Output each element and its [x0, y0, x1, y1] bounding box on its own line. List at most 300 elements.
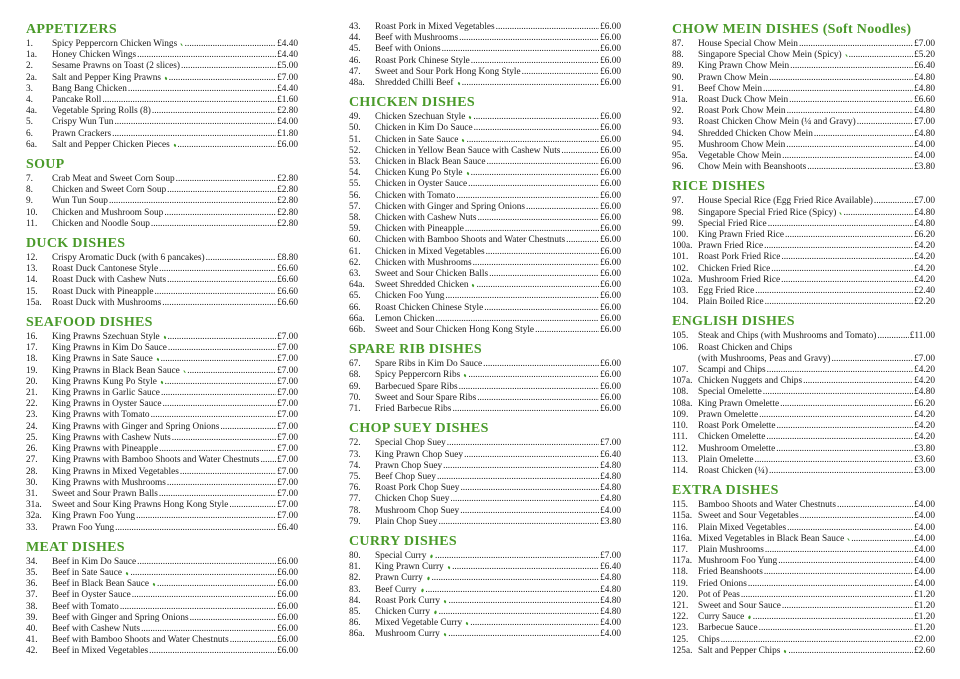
item-name: House Special Rice (Egg Fried Rice Available): [698, 196, 873, 207]
dot-leader: [780, 399, 913, 410]
item-number: 55.: [349, 179, 361, 190]
chili-icon: [156, 358, 159, 362]
item-name: King Prawn Curry: [375, 562, 444, 573]
dot-leader: [164, 208, 276, 219]
item-number: 113.: [672, 454, 688, 465]
item-name: Chicken Curry: [375, 606, 430, 617]
item-number: 19.: [26, 365, 38, 376]
menu-item: [672, 286, 935, 297]
dot-leader: [149, 646, 276, 657]
item-price: £4.00: [600, 618, 621, 629]
menu-item: [349, 269, 621, 280]
menu-item: [672, 50, 935, 61]
item-price: £1.20: [914, 600, 935, 611]
menu-column-3: [672, 22, 935, 657]
item-name: King Prawns in Black Bean Sauce: [52, 365, 180, 376]
menu-item: [349, 123, 621, 134]
dot-leader: [112, 129, 276, 140]
section-heading: CHOW MEIN DISHES (Soft Noodles): [672, 22, 912, 37]
item-name: Beef with Bamboo Shoots and Water Chestnuts: [52, 635, 229, 646]
section-heading: SPARE RIB DISHES: [349, 342, 482, 358]
item-name: Mixed Vegetables in Black Bean Sauce: [698, 533, 845, 544]
item-name: Mushroom Foo Yung: [698, 556, 778, 567]
menu-item: [349, 393, 621, 404]
item-name: Plain Mushrooms: [698, 544, 764, 555]
dot-leader: [102, 95, 276, 106]
item-price: £7.00: [600, 550, 621, 561]
menu-item: [26, 523, 298, 534]
item-number: 54.: [349, 168, 361, 179]
chili-icon: [472, 284, 475, 288]
dot-leader: [759, 410, 913, 421]
menu-item: [349, 325, 621, 336]
item-number: 24.: [26, 421, 38, 432]
item-name: Roast Chicken Chinese Style: [375, 302, 484, 313]
dot-leader: [260, 455, 276, 466]
item-number: 87.: [672, 39, 684, 49]
item-name: Vegetable Chow Mein: [698, 151, 782, 162]
item-name: Beef Chop Suey: [375, 471, 436, 482]
item-name: Roast Duck Chow Mein: [698, 95, 789, 106]
chili-icon: [465, 622, 468, 626]
item-name: Chicken in Kim Do Sauce: [375, 123, 473, 134]
item-name: King Prawns with Pineapple: [52, 444, 159, 455]
item-name: Fried Onions: [698, 578, 747, 589]
item-price: £6.00: [600, 291, 621, 302]
item-number: 66.: [349, 302, 361, 313]
item-price: £4.80: [914, 218, 935, 229]
item-name: Shredded Chilli Beef: [375, 78, 454, 89]
item-price: £4.00: [914, 578, 935, 589]
item-name: King Prawn Chow Mein: [698, 61, 790, 72]
item-price: £4.80: [914, 106, 935, 117]
item-price: £4.00: [600, 505, 621, 516]
dot-leader: [443, 461, 599, 472]
dot-leader: [473, 258, 599, 269]
item-price: £6.00: [277, 646, 298, 657]
item-number: 51.: [349, 134, 361, 145]
menu-item: [672, 252, 935, 263]
item-number: 67.: [349, 359, 361, 370]
dot-leader: [460, 506, 599, 517]
item-number: 14.: [26, 275, 38, 286]
item-name: Beef with Tomato: [52, 601, 119, 612]
menu-item: [672, 162, 935, 173]
item-price: £2.00: [914, 634, 935, 645]
item-name: Spicy Peppercorn Chicken Wings: [52, 39, 178, 49]
item-name: Roast Pork Curry: [375, 595, 441, 606]
menu-item: [672, 241, 935, 252]
dot-leader: [172, 433, 276, 444]
item-number: 1a.: [26, 50, 38, 61]
chili-icon: [180, 43, 183, 46]
dot-leader: [447, 438, 599, 449]
dot-leader: [132, 590, 276, 601]
item-name: Special Omelette: [698, 387, 762, 398]
dot-leader: [137, 50, 276, 61]
item-number: 40.: [26, 623, 38, 634]
chili-icon: [447, 566, 451, 570]
item-number: 65.: [349, 291, 361, 302]
item-name: Chicken Foo Yung: [375, 291, 445, 302]
item-number: 8.: [26, 185, 33, 196]
menu-item: [26, 73, 298, 84]
item-number: 30.: [26, 477, 38, 488]
item-number: 21.: [26, 388, 38, 399]
dot-leader: [128, 84, 276, 95]
item-number: 3.: [26, 83, 33, 94]
item-number: 27.: [26, 455, 38, 466]
dot-leader: [789, 95, 913, 106]
item-number: 116a.: [672, 533, 693, 544]
dot-leader: [162, 298, 276, 309]
item-name: King Prawn Chop Suey: [375, 449, 464, 460]
item-price: £3.80: [914, 162, 935, 173]
item-number: 53.: [349, 157, 361, 168]
menu-item: [349, 67, 621, 78]
menu-item: [672, 567, 935, 578]
menu-item: [349, 191, 621, 202]
item-price: £4.20: [914, 252, 935, 263]
menu-item: [672, 579, 935, 590]
item-name: Chicken in Mixed Vegetables: [375, 246, 485, 257]
menu-item: [672, 466, 935, 477]
item-number: 47.: [349, 66, 361, 77]
menu-item: [672, 601, 935, 612]
dot-leader: [487, 157, 600, 168]
dot-leader: [721, 635, 913, 646]
menu-item: [26, 354, 298, 365]
item-price: £6.60: [277, 286, 298, 297]
item-number: 120.: [672, 589, 689, 600]
menu-item: [26, 579, 298, 590]
item-name: Curry Sauce: [698, 612, 745, 623]
item-number: 86a.: [349, 629, 365, 640]
item-number: 100.: [672, 230, 689, 241]
item-number: 82.: [349, 573, 361, 584]
item-price: £7.00: [277, 466, 298, 477]
section-heading: SEAFOOD DISHES: [26, 315, 153, 331]
item-name: Roast Chicken and Chips: [698, 342, 793, 353]
item-number: 72.: [349, 438, 361, 449]
item-price: £7.00: [277, 410, 298, 421]
dot-leader: [449, 596, 600, 607]
dot-leader: [468, 179, 599, 190]
menu-item: [672, 343, 935, 354]
chili-icon: [462, 138, 465, 142]
item-price: £6.00: [277, 623, 298, 634]
dot-leader: [230, 635, 276, 646]
item-price: £4.20: [914, 376, 935, 387]
item-number: 59.: [349, 224, 361, 235]
item-number: 16.: [26, 332, 38, 343]
item-price: £6.00: [600, 134, 621, 145]
item-number: 62.: [349, 257, 361, 268]
item-price: £6.00: [600, 392, 621, 403]
chili-icon: [457, 82, 461, 86]
item-name: Beef in Sate Sauce: [52, 567, 122, 578]
item-price: £4.20: [914, 263, 935, 274]
item-name: Salt and Pepper King Prawns: [52, 72, 161, 83]
item-number: 5.: [26, 117, 33, 128]
item-number: 90.: [672, 72, 684, 83]
item-price: £4.00: [914, 522, 935, 533]
item-name: Prawn Chop Suey: [375, 460, 443, 471]
dot-leader: [844, 208, 914, 219]
item-price: £6.00: [600, 190, 621, 201]
item-name: Sweet and Sour Sauce: [698, 600, 781, 611]
item-number: 37.: [26, 590, 38, 601]
dot-leader: [788, 646, 913, 657]
dot-leader: [161, 354, 277, 365]
dot-leader: [831, 354, 913, 365]
dot-leader: [206, 253, 276, 264]
menu-item: [349, 291, 621, 302]
menu-item: [672, 545, 935, 556]
item-name: Barbecue Sauce: [698, 623, 758, 634]
chili-icon: [173, 144, 176, 147]
item-number: 122.: [672, 612, 689, 623]
dot-leader: [763, 84, 913, 95]
item-number: 77.: [349, 494, 361, 505]
item-name: Chips: [698, 634, 720, 645]
item-price: £4.20: [914, 409, 935, 420]
item-name: Chicken in Black Bean Sauce: [375, 157, 486, 168]
dot-leader: [181, 61, 276, 72]
dot-leader: [115, 523, 276, 534]
menu-item: [672, 106, 935, 117]
item-number: 56.: [349, 190, 361, 201]
item-price: £4.20: [914, 421, 935, 432]
item-name: Chicken and Noodle Soup: [52, 218, 150, 229]
dot-leader: [114, 117, 276, 128]
menu-item: [26, 275, 298, 286]
menu-item: [26, 602, 298, 613]
item-price: £4.00: [600, 629, 621, 640]
menu-item: [26, 646, 298, 657]
item-name: Beef in Kim Do Sauce: [52, 556, 137, 567]
item-number: 115.: [672, 500, 688, 511]
item-number: 117.: [672, 544, 688, 555]
item-number: 66a.: [349, 313, 365, 324]
item-name: Chicken with Pineapple: [375, 224, 464, 235]
item-number: 44.: [349, 33, 361, 44]
item-price: £4.00: [914, 511, 935, 522]
item-number: 4.: [26, 95, 33, 106]
dot-leader: [484, 303, 599, 314]
dot-leader: [476, 280, 599, 291]
item-name: Sesame Prawns on Toast (2 slices): [52, 61, 181, 72]
menu-item: [26, 332, 298, 343]
item-name: King Prawns Kung Po Style: [52, 376, 157, 387]
item-price: £5.00: [277, 61, 298, 72]
item-price: £4.20: [914, 274, 935, 285]
menu-item: [349, 78, 621, 89]
item-price: £4.20: [914, 365, 935, 376]
section-heading: CHICKEN DISHES: [349, 95, 475, 111]
menu-item: [349, 112, 621, 123]
item-name: Beef in Oyster Sauce: [52, 590, 131, 601]
item-number: 11.: [26, 218, 38, 229]
item-price: £6.00: [600, 370, 621, 381]
item-name: Roast Pork Omelette: [698, 421, 776, 432]
item-price: £6.40: [600, 449, 621, 460]
item-number: 20.: [26, 376, 38, 387]
item-name: Roast Duck with Mushrooms: [52, 297, 162, 308]
item-price: £6.00: [277, 139, 298, 150]
item-number: 4a.: [26, 106, 38, 117]
item-price: £6.00: [277, 635, 298, 646]
item-name: Roast Duck Cantonese Style: [52, 264, 159, 275]
dot-leader: [152, 106, 276, 117]
menu-item: [26, 467, 298, 478]
item-price: £6.00: [277, 601, 298, 612]
section-heading: SOUP: [26, 157, 65, 173]
dot-leader: [167, 332, 276, 343]
dot-leader: [800, 511, 913, 522]
item-price: £6.00: [277, 567, 298, 578]
item-price: £6.60: [277, 297, 298, 308]
item-name: Chicken Fried Rice: [698, 263, 771, 274]
menu-item: [672, 511, 935, 522]
item-name: Mixed Vegetable Curry: [375, 618, 463, 629]
item-name: Pot of Peas: [698, 589, 740, 600]
item-price: £6.60: [277, 264, 298, 275]
item-number: 69.: [349, 381, 361, 392]
item-price: £4.00: [914, 151, 935, 162]
item-price: £7.00: [914, 117, 935, 128]
item-name: Chow Mein with Beanshoots: [698, 162, 807, 173]
item-number: 34.: [26, 556, 38, 567]
item-number: 123.: [672, 623, 689, 634]
menu-item: [349, 224, 621, 235]
item-name: Wun Tun Soup: [52, 196, 108, 207]
dot-leader: [165, 377, 276, 388]
menu-item: [672, 612, 935, 623]
chili-icon: [426, 577, 430, 581]
item-price: £6.00: [600, 55, 621, 66]
item-name: King Prawns with Ginger and Spring Onions: [52, 421, 220, 432]
item-price: £7.00: [277, 477, 298, 488]
menu-item: [672, 275, 935, 286]
dot-leader: [176, 174, 276, 185]
dot-leader: [459, 33, 599, 44]
dot-leader: [448, 629, 599, 640]
item-price: £4.00: [914, 556, 935, 567]
item-number: 23.: [26, 410, 38, 421]
menu-item: [672, 84, 935, 95]
menu-item: [672, 297, 935, 308]
menu-item: [26, 590, 298, 601]
dot-leader: [849, 50, 913, 61]
item-number: 48a.: [349, 78, 365, 89]
menu-item: [672, 635, 935, 646]
item-number: 49.: [349, 112, 361, 123]
dot-leader: [776, 421, 913, 432]
item-number: 52.: [349, 145, 361, 156]
item-number: 97.: [672, 196, 684, 207]
dot-leader: [151, 410, 277, 421]
menu-item: [672, 196, 935, 207]
item-name: Roast Pork Chop Suey: [375, 483, 460, 494]
item-price: £2.80: [277, 207, 298, 218]
item-number: 86.: [349, 618, 361, 629]
item-number: 31.: [26, 488, 38, 499]
item-number: 109.: [672, 409, 689, 420]
dot-leader: [190, 613, 276, 624]
item-number: 22.: [26, 399, 38, 410]
menu-item: [26, 185, 298, 196]
item-name: Special Fried Rice: [698, 218, 767, 229]
dot-leader: [154, 287, 276, 298]
menu-item: [349, 157, 621, 168]
menu-item: [672, 264, 935, 275]
item-number: 118.: [672, 567, 688, 578]
menu-item: [26, 287, 298, 298]
menu-item: [349, 461, 621, 472]
dot-leader: [159, 489, 276, 500]
chili-icon: [469, 116, 472, 120]
menu-item: [349, 22, 621, 33]
item-name: Prawn Fried Rice: [698, 241, 764, 252]
item-price: £7.00: [277, 511, 298, 522]
item-name: Chicken Nuggets and Chips: [698, 376, 803, 387]
dot-leader: [763, 387, 913, 398]
item-name: Beef with Onions: [375, 44, 441, 55]
item-price: £7.00: [277, 399, 298, 410]
item-price: £4.80: [600, 460, 621, 471]
item-price: £2.80: [277, 218, 298, 229]
item-number: 17.: [26, 343, 38, 354]
dot-leader: [109, 196, 276, 207]
item-price: £6.00: [600, 224, 621, 235]
item-price: £7.00: [277, 388, 298, 399]
item-name: Special Curry: [375, 550, 427, 561]
dot-leader: [764, 567, 913, 578]
item-number: 102a.: [672, 274, 693, 285]
item-name: Beef in Black Bean Sauce: [52, 579, 150, 590]
menu-item: [349, 573, 621, 584]
dot-leader: [782, 601, 913, 612]
item-price: £6.00: [600, 381, 621, 392]
menu-item: [349, 202, 621, 213]
dot-leader: [782, 151, 913, 162]
chili-icon: [748, 616, 752, 620]
dot-leader: [526, 202, 599, 213]
item-number: 117a.: [672, 556, 693, 567]
menu-item: [349, 585, 621, 596]
item-name: Sweet and Sour Chicken Hong Kong Style: [375, 325, 535, 336]
item-price: £1.80: [277, 128, 298, 139]
item-name: Lemon Chicken: [375, 313, 435, 324]
dot-leader: [787, 523, 913, 534]
item-price: £6.00: [600, 302, 621, 313]
item-price: £1.20: [914, 612, 935, 623]
dot-leader: [769, 466, 913, 477]
menu-item: [26, 568, 298, 579]
dot-leader: [431, 573, 599, 584]
dot-leader: [229, 500, 276, 511]
item-price: £7.00: [277, 72, 298, 83]
menu-item: [26, 219, 298, 230]
item-name: King Prawn Fried Rice: [698, 230, 784, 241]
menu-item: [26, 253, 298, 264]
menu-item: [349, 359, 621, 370]
item-number: 60.: [349, 235, 361, 246]
dot-leader: [535, 325, 599, 336]
item-number: 35.: [26, 567, 38, 578]
menu-item: [349, 33, 621, 44]
